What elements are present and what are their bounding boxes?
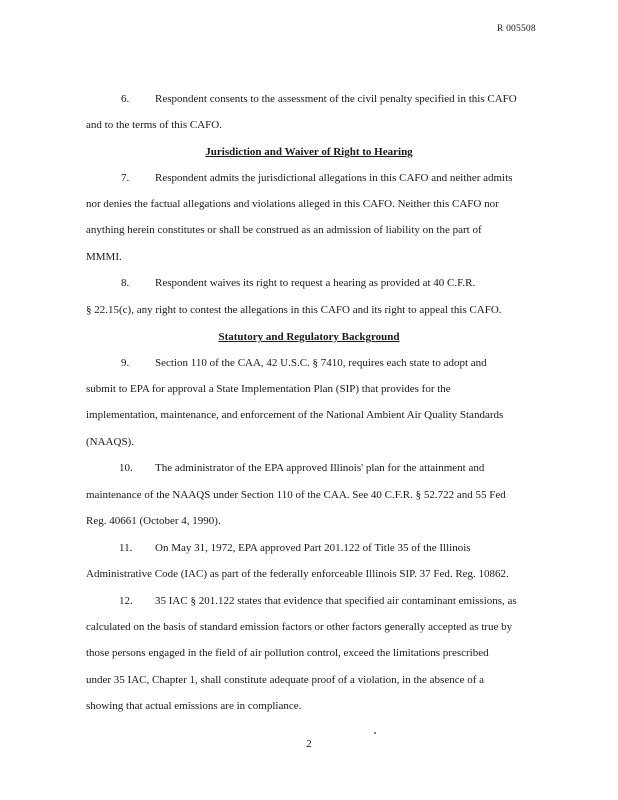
bates-number: R 005508 (497, 24, 536, 34)
paragraph-8-number: 8. (121, 277, 130, 289)
paragraph-9-line-3: implementation, maintenance, and enforcement of the National Ambient Air Quality Standards (86, 409, 504, 421)
paragraph-12-line-2: calculated on the basis of standard emission factors or other factors generally accepted as true by (86, 621, 513, 633)
paragraph-8-line-1: Respondent waives its right to request a hearing as provided at 40 C.F.R. (155, 277, 476, 289)
paragraph-7-line-3: anything herein constitutes or shall be construed as an admission of liability on the part of (86, 224, 482, 236)
paragraph-10-line-1: The administrator of the EPA approved Illinois' plan for the attainment and (155, 462, 485, 474)
paragraph-10-line-3: Reg. 40661 (October 4, 1990). (86, 515, 221, 527)
paragraph-12-line-3: those persons engaged in the field of air pollution control, exceed the limitations prescribed (86, 647, 489, 659)
paragraph-9-number: 9. (121, 357, 130, 369)
paragraph-6-line-2: and to the terms of this CAFO. (86, 119, 222, 131)
paragraph-7-number: 7. (121, 172, 130, 184)
paragraph-10-number: 10. (119, 462, 133, 474)
paragraph-12-line-1: 35 IAC § 201.122 states that evidence that specified air contaminant emissions, as (155, 595, 517, 607)
paragraph-12-number: 12. (119, 595, 133, 607)
paragraph-6-line-1: Respondent consents to the assessment of the civil penalty specified in this CAFO (155, 93, 517, 105)
page-number: 2 (306, 738, 312, 750)
paragraph-11-number: 11. (119, 542, 133, 554)
paragraph-9-line-1: Section 110 of the CAA, 42 U.S.C. § 7410, requires each state to adopt and (155, 357, 487, 369)
paragraph-12-line-4: under 35 IAC, Chapter 1, shall constitute adequate proof of a violation, in the absence of a (86, 674, 485, 686)
paragraph-7-line-4: MMMI. (86, 251, 122, 263)
paragraph-7-line-2: nor denies the factual allegations and violations alleged in this CAFO. Neither this CAFO nor (86, 198, 499, 210)
paragraph-9-line-2: submit to EPA for approval a State Implementation Plan (SIP) that provides for the (86, 383, 451, 395)
scan-speck (374, 732, 376, 734)
paragraph-8-line-2: § 22.15(c), any right to contest the allegations in this CAFO and its right to appeal this CAFO. (86, 304, 502, 316)
paragraph-6-number: 6. (121, 93, 130, 105)
paragraph-7-line-1: Respondent admits the jurisdictional allegations in this CAFO and neither admits (155, 172, 513, 184)
paragraph-9-line-4: (NAAQS). (86, 436, 134, 448)
paragraph-12-line-5: showing that actual emissions are in compliance. (86, 700, 302, 712)
section-heading-statutory: Statutory and Regulatory Background (218, 331, 400, 343)
paragraph-10-line-2: maintenance of the NAAQS under Section 110 of the CAA. See 40 C.F.R. § 52.722 and 55 Fed (86, 489, 506, 501)
section-heading-jurisdiction: Jurisdiction and Waiver of Right to Hearing (205, 146, 413, 158)
paragraph-11-line-2: Administrative Code (IAC) as part of the federally enforceable Illinois SIP. 37 Fed. Reg. 10862. (86, 568, 509, 580)
paragraph-11-line-1: On May 31, 1972, EPA approved Part 201.122 of Title 35 of the Illinois (155, 542, 471, 554)
